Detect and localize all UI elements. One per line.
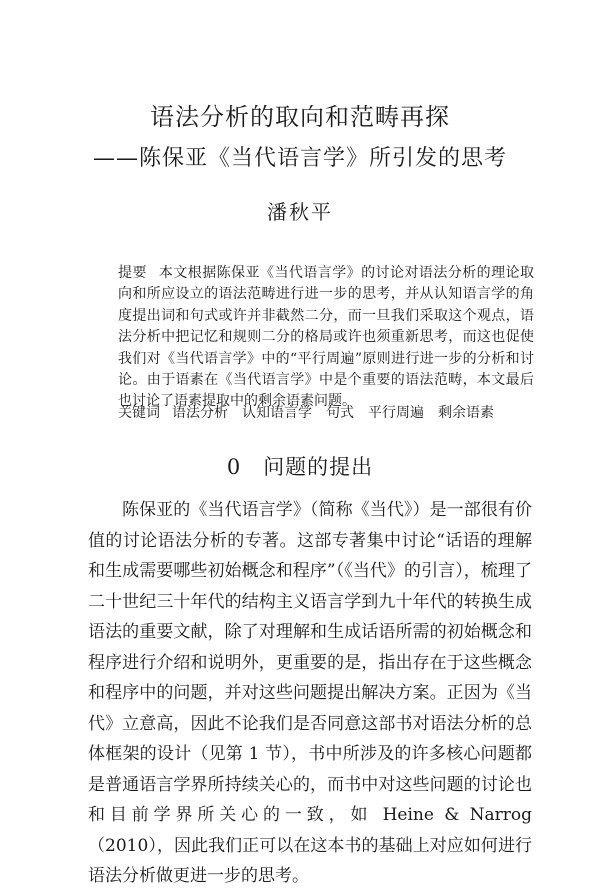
paper-subtitle: ——陈保亚《当代语言学》所引发的思考: [92, 146, 507, 171]
abstract-label: 提要: [118, 265, 147, 281]
abstract-text: 本文根据陈保亚《当代语言学》的讨论对语法分析的理论取向和所应设立的语法范畴进行进一步的思考，并从认知语言学的角度提出词和句式或许并非截然二分，而一旦我们采取这个观点，语法分析中把记忆和规则二分的格局或许也须重新思考，而这也促使我们对《当代语言学》中的“平行周遍”原则进行进一步的分析和讨论。由于语素在《当代语言学》中是个重要的语法范畴，本文最后也讨论了语素提取中的剩余语素问题。: [118, 265, 535, 410]
keyword: 认知语言学: [242, 405, 312, 421]
body-paragraph: 陈保亚的《当代语言学》（简称《当代》）是一部很有价值的讨论语法分析的专著。这部专著集中讨论“话语的理解和生成需要哪些初始概念和程序”（《当代》的引言），梳理了二十世纪三十年代的结构主义语言学到九十年代的转换生成语法的重要文献，除了对理解和生成话语所需的初始概念和程序进行介绍和说明外，更重要的是，指出存在于这些概念和程序中的问题，并对这些问题提出解决方案。正因为《当代》立意高，因此不论我们是否同意这部书对语法分析的总体框架的设计（见第 1 节），书中所涉及的许多核心问题都是普通语言学界所持续关心的，而书中对这些问题的讨论也和目前学界所关心的一致，如 Heine & Narrog（2010），因此我们正可以在这本书的基础上对应如何进行语法分析做更进一步的思考。: [88, 500, 532, 886]
keywords-label: 关键词: [118, 405, 160, 421]
section-title: 问题的提出: [263, 455, 374, 479]
keyword: 平行周遍: [368, 405, 424, 421]
keyword: 剩余语素: [438, 405, 494, 421]
abstract: [118, 263, 534, 413]
section-heading: [0, 451, 600, 481]
paper-title: 语法分析的取向和范畴再探: [150, 103, 450, 131]
section-number: 0: [226, 455, 242, 479]
author-name: 潘秋平: [267, 200, 333, 224]
keywords: [118, 403, 534, 424]
keyword: 语法分析: [172, 405, 228, 421]
keyword: 句式: [326, 405, 354, 421]
